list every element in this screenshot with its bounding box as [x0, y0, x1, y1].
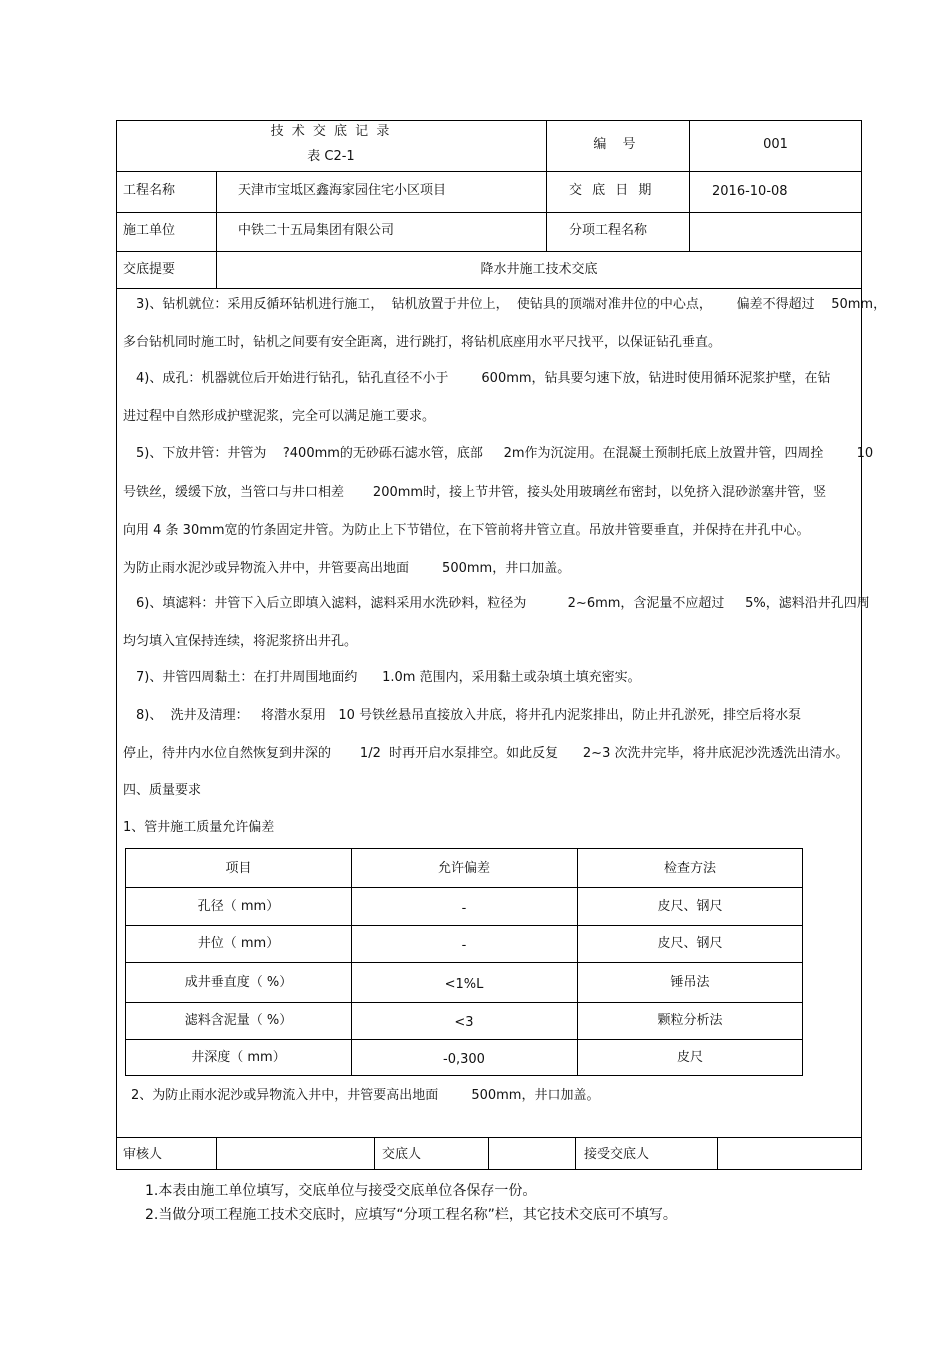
body-line: 8)、 洗井及清理： 将潜水泵用 10 号铁丝悬吊直接放入井底，将井孔内泥浆排出，防止井孔淤死，排空后将水泵 [136, 708, 802, 723]
subsection-heading: 1、管井施工质量允许偏差 [123, 820, 275, 835]
table-cell: <3 [454, 1015, 474, 1030]
table-row-divider [126, 962, 802, 963]
table-row-divider [126, 925, 802, 926]
table-header-tolerance: 允许偏差 [437, 861, 490, 876]
footer-note: 1.本表由施工单位填写，交底单位与接受交底单位各保存一份。 [145, 1183, 537, 1199]
table-cell: -0,300 [443, 1052, 485, 1067]
table-cell: 颗粒分析法 [657, 1013, 723, 1028]
body-line: 号铁丝，缓缓下放，当管口与井口相差 200mm时，接上节井管，接头处用玻璃丝布密封，以免挤入混砂淤塞井管，竖 [123, 485, 827, 500]
table-cell: 井深度（ mm） [191, 1050, 286, 1065]
table-header-method: 检查方法 [663, 861, 716, 876]
form-code: 表 C2-1 [307, 149, 355, 164]
col-divider [575, 1137, 576, 1170]
project-label: 工程名称 [123, 183, 176, 198]
body-line: 7)、井管四周黏土：在打井周围地面约 1.0m 范围内，采用黏土或杂填土填充密实。 [136, 670, 641, 685]
body-line: 为防止雨水泥沙或异物流入井中，井管要高出地面 500mm，井口加盖。 [123, 561, 571, 576]
table-header-item: 项目 [225, 861, 252, 876]
body-line: 进过程中自然形成护壁泥浆，完全可以满足施工要求。 [123, 409, 436, 424]
receiver-label: 接受交底人 [584, 1147, 650, 1162]
row-divider [116, 251, 862, 252]
table-cell: 滤料含泥量（ %） [184, 1013, 293, 1028]
section-heading: 四、质量要求 [123, 783, 202, 798]
body-line: 5)、下放井管：井管为 ?400mm的无砂砾石滤水管，底部 2m作为沉淀用。在混凝土预制托底上放置井管，四周拴 10 [136, 446, 874, 461]
summary-value: 降水井施工技术交底 [480, 262, 598, 277]
table-cell: 孔径（ mm） [197, 899, 280, 914]
table-cell: 锤吊法 [670, 975, 710, 990]
table-cell: 井位（ mm） [197, 936, 280, 951]
col-divider [488, 1137, 489, 1170]
presenter-label: 交底人 [382, 1147, 422, 1162]
quality-table [125, 848, 803, 1076]
table-cell: 成井垂直度（ %） [184, 975, 293, 990]
row-divider [116, 288, 862, 289]
unit-value: 中铁二十五局集团有限公司 [238, 223, 395, 238]
row-divider [116, 1137, 862, 1138]
table-cell: - [461, 901, 467, 916]
table-row-divider [126, 887, 802, 888]
table-cell: 皮尺、钢尺 [657, 899, 723, 914]
footer-note: 2.当做分项工程施工技术交底时，应填写“分项工程名称”栏，其它技术交底可不填写。 [145, 1207, 677, 1223]
table-row-divider [126, 1039, 802, 1040]
table-cell: 皮尺 [676, 1050, 703, 1065]
col-divider [216, 1137, 217, 1170]
unit-label: 施工单位 [123, 223, 176, 238]
number-label: 编 号 [593, 137, 642, 152]
body-line: 6)、填滤料：井管下入后立即填入滤料，滤料采用水洗砂料，粒径为 2~6mm，含泥量不应超过 5%，滤料沿井孔四周 [136, 596, 870, 611]
body-line: 均匀填入宜保持连续，将泥浆挤出井孔。 [123, 634, 358, 649]
body-line: 4)、成孔：机器就位后开始进行钻孔，钻孔直径不小于 600mm，钻具要匀速下放，钻进时使用循环泥浆护壁，在钻 [136, 371, 831, 386]
row-divider [116, 171, 862, 172]
body-line: 停止，待井内水位自然恢复到井深的 1/2 时再开启水泵排空。如此反复 2~3 次洗井完毕，将井底泥沙洗透洗出清水。 [123, 746, 849, 761]
date-value: 2016-10-08 [712, 184, 788, 199]
table-row-divider [126, 1002, 802, 1003]
body-line: 向用 4 条 30mm宽的竹条固定井管。为防止上下节错位，在下管前将井管立直。吊放井管要垂直，并保持在井孔中心。 [123, 523, 810, 538]
col-divider [717, 1137, 718, 1170]
reviewer-label: 审核人 [123, 1147, 163, 1162]
row-divider [116, 212, 862, 213]
subitem-label: 分项工程名称 [569, 223, 648, 238]
body-line: 多台钻机同时施工时，钻机之间要有安全距离，进行跳打，将钻机底座用水平尺找平，以保证钻孔垂直。 [123, 335, 722, 350]
project-value: 天津市宝坻区鑫海家园住宅小区项目 [238, 183, 447, 198]
col-divider [374, 1137, 375, 1170]
body-line: 3)、钻机就位：采用反循环钻机进行施工， 钻机放置于井位上， 使钻具的顶端对准井位的中心点， 偏差不得超过 50mm， [136, 297, 887, 312]
table-cell: 皮尺、钢尺 [657, 936, 723, 951]
summary-label: 交底提要 [123, 262, 176, 277]
table-cell: <1%L [444, 977, 484, 992]
after-table-note: 2、为防止雨水泥沙或异物流入井中，井管要高出地面 500mm，井口加盖。 [131, 1088, 600, 1103]
date-label: 交 底 日 期 [569, 183, 655, 198]
table-cell: - [461, 938, 467, 953]
form-title: 技 术 交 底 记 录 [270, 124, 392, 139]
number-value: 001 [763, 137, 788, 152]
